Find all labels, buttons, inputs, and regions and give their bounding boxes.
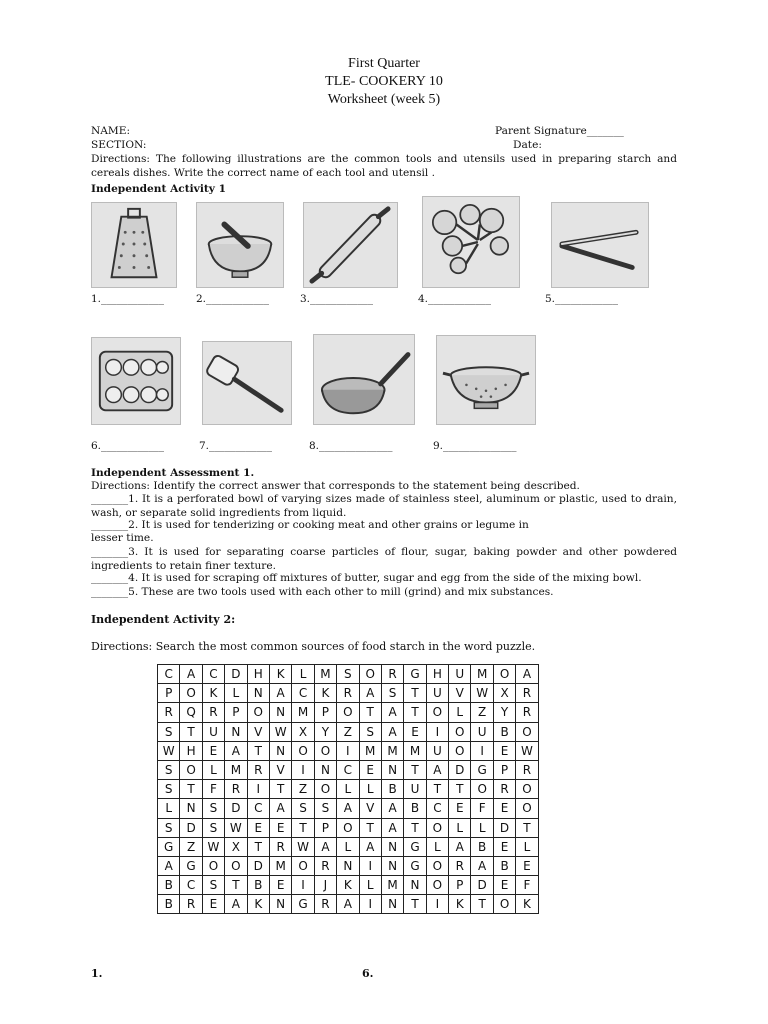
grid-cell[interactable]: D [225,799,247,818]
grid-cell[interactable]: R [180,895,202,914]
grid-cell[interactable]: K [449,895,471,914]
grid-cell[interactable]: O [337,703,359,722]
grid-cell[interactable]: O [225,856,247,875]
grid-cell[interactable]: F [471,799,493,818]
grid-cell[interactable]: O [202,856,224,875]
grid-cell[interactable]: G [404,837,426,856]
grid-cell[interactable]: O [426,856,448,875]
grid-cell[interactable]: S [158,722,180,741]
tongs-icon [551,202,649,288]
grid-cell[interactable]: A [381,818,403,837]
grid-row [158,876,539,895]
grid-cell[interactable]: T [516,818,538,837]
grid-cell[interactable]: O [314,741,336,760]
grid-cell[interactable]: A [337,895,359,914]
grid-cell[interactable]: N [269,895,291,914]
grid-cell[interactable]: R [516,760,538,779]
grid-cell[interactable]: B [381,780,403,799]
grid-cell[interactable]: A [180,665,202,684]
grid-cell[interactable]: W [516,741,538,760]
grid-cell[interactable]: D [493,818,515,837]
grid-cell[interactable]: N [314,760,336,779]
grid-cell[interactable]: M [292,703,314,722]
grid-cell[interactable]: N [381,837,403,856]
grid-cell[interactable]: A [314,837,336,856]
grid-cell[interactable]: O [180,684,202,703]
grid-cell[interactable]: M [269,856,291,875]
grid-cell[interactable]: O [247,703,269,722]
grid-cell[interactable]: T [471,895,493,914]
grid-cell[interactable]: U [471,722,493,741]
assessment-item-2-cont: lesser time. [91,532,154,544]
grid-cell[interactable]: H [426,665,448,684]
grid-cell[interactable]: O [493,665,515,684]
grid-row [158,760,539,779]
grid-row [158,780,539,799]
grid-cell[interactable]: P [158,684,180,703]
grid-cell[interactable]: L [359,780,381,799]
grid-cell[interactable]: R [516,703,538,722]
grid-cell[interactable]: O [426,876,448,895]
grid-cell[interactable]: A [158,856,180,875]
grid-cell[interactable]: C [247,799,269,818]
frying-pan-icon [313,334,415,425]
grid-cell[interactable]: T [404,760,426,779]
grid-cell[interactable]: N [225,722,247,741]
grid-cell[interactable]: O [471,780,493,799]
grid-cell[interactable]: M [359,741,381,760]
grid-cell[interactable]: E [269,818,291,837]
grid-cell[interactable]: P [314,703,336,722]
grid-cell[interactable]: T [359,703,381,722]
grid-cell[interactable]: R [314,856,336,875]
assessment-item-3: _______3. It is used for separating coarse particles of flour, sugar, baking powder and other powdered ingredients to retain finer texture. [91,546,677,572]
grid-cell[interactable]: O [516,780,538,799]
grid-cell[interactable]: D [471,876,493,895]
grid-cell[interactable]: S [158,760,180,779]
muffin-pan-icon [91,337,181,425]
grid-cell[interactable]: I [292,760,314,779]
activity1-title: Independent Activity 1 [91,183,226,195]
grid-cell[interactable]: K [202,684,224,703]
grid-cell[interactable]: A [381,799,403,818]
grid-cell[interactable]: U [404,780,426,799]
grid-cell[interactable]: R [202,703,224,722]
answer-blank-8[interactable]: 8.______________ [309,440,393,452]
grid-cell[interactable]: R [516,684,538,703]
grid-cell[interactable]: W [202,837,224,856]
grid-cell[interactable]: X [292,722,314,741]
grid-cell[interactable]: K [269,665,291,684]
grid-cell[interactable]: K [247,895,269,914]
grid-cell[interactable]: C [292,684,314,703]
grid-cell[interactable]: S [202,818,224,837]
grid-cell[interactable]: O [426,818,448,837]
activity2-directions: Directions: Search the most common sources of food starch in the word puzzle. [91,640,536,653]
grid-cell[interactable]: L [337,837,359,856]
grid-row [158,856,539,875]
mortar-and-pestle-icon [196,202,284,288]
grid-cell[interactable]: O [493,895,515,914]
grid-cell[interactable]: N [269,741,291,760]
grid-cell[interactable]: I [292,876,314,895]
word-search-grid [157,664,539,914]
grid-cell[interactable]: T [404,703,426,722]
grid-cell[interactable]: S [359,722,381,741]
grid-cell[interactable]: N [337,856,359,875]
grid-cell[interactable]: B [493,856,515,875]
grid-cell[interactable]: N [247,684,269,703]
grid-cell[interactable]: N [404,876,426,895]
grid-cell[interactable]: T [359,818,381,837]
grid-cell[interactable]: B [404,799,426,818]
grid-cell[interactable]: W [225,818,247,837]
grid-cell[interactable]: A [359,837,381,856]
grid-cell[interactable]: Z [292,780,314,799]
grid-cell[interactable]: O [314,780,336,799]
grid-cell[interactable]: E [493,837,515,856]
grid-cell[interactable]: V [359,799,381,818]
answer-blank-3[interactable]: 3.____________ [300,293,374,305]
grid-cell[interactable]: T [269,780,291,799]
grid-cell[interactable]: T [449,780,471,799]
grid-cell[interactable]: A [225,895,247,914]
grid-cell[interactable]: X [225,837,247,856]
grid-cell[interactable]: B [158,876,180,895]
grid-cell[interactable]: E [269,876,291,895]
grid-cell[interactable]: R [314,895,336,914]
grid-cell[interactable]: L [449,703,471,722]
grid-cell[interactable]: S [314,799,336,818]
grid-cell[interactable]: V [449,684,471,703]
grid-cell[interactable]: E [493,799,515,818]
grid-cell[interactable]: L [292,665,314,684]
measuring-spoons-icon [422,196,520,288]
answer-label-6: 6. [362,967,374,980]
grid-cell[interactable]: M [471,665,493,684]
grid-cell[interactable]: R [225,780,247,799]
grid-row [158,895,539,914]
grid-cell[interactable]: S [158,818,180,837]
grid-cell[interactable]: S [292,799,314,818]
grid-cell[interactable]: I [247,780,269,799]
grid-cell[interactable]: L [516,837,538,856]
grid-cell[interactable]: D [247,856,269,875]
grid-cell[interactable]: D [449,760,471,779]
grid-cell[interactable]: O [426,703,448,722]
grid-cell[interactable]: E [202,895,224,914]
grid-cell[interactable]: R [269,837,291,856]
grid-cell[interactable]: T [404,818,426,837]
grid-cell[interactable]: Q [180,703,202,722]
answer-blank-1[interactable]: 1.____________ [91,293,165,305]
grid-cell[interactable]: N [381,856,403,875]
worksheet-title: Worksheet (week 5) [327,92,441,107]
grid-cell[interactable]: C [337,760,359,779]
grid-cell[interactable]: E [516,856,538,875]
answer-blank-2[interactable]: 2.____________ [196,293,270,305]
name-label: NAME: [91,125,131,137]
grid-cell[interactable]: A [426,760,448,779]
grid-cell[interactable]: T [247,837,269,856]
grid-cell[interactable]: P [225,703,247,722]
grid-cell[interactable]: S [337,665,359,684]
answer-blank-4[interactable]: 4.____________ [418,293,492,305]
grid-cell[interactable]: E [493,876,515,895]
assessment-item-1: _______1. It is a perforated bowl of varying sizes made of stainless steel, aluminum or plastic, used to drain, wash, or separate solid ingredients from liquid. [91,493,677,519]
grid-cell[interactable]: W [269,722,291,741]
grid-cell[interactable]: A [449,837,471,856]
grid-cell[interactable]: Z [471,703,493,722]
grid-cell[interactable]: L [202,760,224,779]
grid-cell[interactable]: M [381,876,403,895]
grid-cell[interactable]: T [225,876,247,895]
assessment1-title: Independent Assessment 1. [91,467,255,479]
grid-cell[interactable]: E [247,818,269,837]
grid-cell[interactable]: A [269,684,291,703]
grid-cell[interactable]: O [292,856,314,875]
grid-cell[interactable]: G [471,760,493,779]
grid-cell[interactable]: N [381,895,403,914]
grid-cell[interactable]: S [202,876,224,895]
grid-cell[interactable]: E [493,741,515,760]
grid-cell[interactable]: N [381,760,403,779]
grid-cell[interactable]: W [471,684,493,703]
grid-cell[interactable]: I [359,895,381,914]
grid-cell[interactable]: O [516,722,538,741]
grid-cell[interactable]: A [381,703,403,722]
grid-cell[interactable]: Y [493,703,515,722]
grid-cell[interactable]: B [493,722,515,741]
grid-cell[interactable]: T [247,741,269,760]
parent-signature-label: Parent Signature_______ [495,125,624,137]
grid-cell[interactable]: L [225,684,247,703]
grid-cell[interactable]: I [337,741,359,760]
grid-cell[interactable]: V [247,722,269,741]
grid-cell[interactable]: S [381,684,403,703]
grid-row [158,799,539,818]
grid-cell[interactable]: K [337,876,359,895]
grid-cell[interactable]: W [158,741,180,760]
grid-cell[interactable]: Z [337,722,359,741]
grid-cell[interactable]: J [314,876,336,895]
grid-cell[interactable]: C [158,665,180,684]
assessment-item-2: _______2. It is used for tenderizing or cooking meat and other grains or legume in [91,519,529,531]
grid-cell[interactable]: M [381,741,403,760]
grid-cell[interactable]: C [426,799,448,818]
grid-cell[interactable]: S [158,780,180,799]
grid-cell[interactable]: M [225,760,247,779]
grid-cell[interactable]: I [471,741,493,760]
grid-cell[interactable]: G [158,837,180,856]
grid-cell[interactable]: N [269,703,291,722]
grid-cell[interactable]: E [359,760,381,779]
grid-cell[interactable]: O [449,722,471,741]
grid-cell[interactable]: L [426,837,448,856]
grid-cell[interactable]: V [269,760,291,779]
grid-cell[interactable]: O [516,799,538,818]
grid-cell[interactable]: L [449,818,471,837]
worksheet-quarter: First Quarter [348,56,420,71]
grid-row [158,837,539,856]
grid-cell[interactable]: W [292,837,314,856]
grid-cell[interactable]: T [404,895,426,914]
grid-cell[interactable]: K [516,895,538,914]
grid-cell[interactable]: D [180,818,202,837]
spatula-icon [202,341,292,425]
grid-cell[interactable]: I [426,722,448,741]
grid-row [158,818,539,837]
grid-cell[interactable]: B [247,876,269,895]
grid-cell[interactable]: I [426,895,448,914]
directions-activity1: Directions: The following illustrations are the common tools and utensils used in preparing starch and cereals dishes. Write the correct name of each tool and utensil . [91,153,677,179]
grid-cell[interactable]: F [202,780,224,799]
grid-cell[interactable]: B [158,895,180,914]
grid-cell[interactable]: P [493,760,515,779]
grid-row [158,722,539,741]
grid-cell[interactable]: R [449,856,471,875]
grid-cell[interactable]: G [404,856,426,875]
grid-cell[interactable]: G [292,895,314,914]
rolling-pin-icon [303,202,398,288]
grid-cell[interactable]: F [516,876,538,895]
grid-cell[interactable]: L [337,780,359,799]
colander-icon [436,335,536,425]
grid-cell[interactable]: G [180,856,202,875]
grater-icon [91,202,177,288]
grid-cell[interactable]: N [180,799,202,818]
grid-cell[interactable]: E [449,799,471,818]
grid-cell[interactable]: C [202,665,224,684]
grid-cell[interactable]: C [180,876,202,895]
answer-blank-9[interactable]: 9.______________ [433,440,517,452]
worksheet-subject: TLE- COOKERY 10 [325,74,443,89]
activity2-title: Independent Activity 2: [91,613,236,626]
grid-cell[interactable]: R [247,760,269,779]
grid-cell[interactable]: O [449,741,471,760]
answer-label-1: 1. [91,967,103,980]
grid-cell[interactable]: T [180,780,202,799]
grid-cell[interactable]: U [426,741,448,760]
grid-cell[interactable]: A [516,665,538,684]
grid-cell[interactable]: R [381,665,403,684]
grid-cell[interactable]: X [493,684,515,703]
grid-cell[interactable]: O [337,818,359,837]
grid-cell[interactable]: O [180,760,202,779]
grid-cell[interactable]: M [404,741,426,760]
grid-cell[interactable]: L [158,799,180,818]
assessment-item-4: _______4. It is used for scraping off mixtures of butter, sugar and egg from the side of the mixing bowl. [91,572,642,584]
grid-cell[interactable]: L [359,876,381,895]
grid-row [158,741,539,760]
grid-cell[interactable]: A [359,684,381,703]
grid-row [158,665,539,684]
grid-cell[interactable]: S [202,799,224,818]
grid-cell[interactable]: A [337,799,359,818]
grid-cell[interactable]: T [180,722,202,741]
grid-cell[interactable]: L [471,818,493,837]
grid-cell[interactable]: U [202,722,224,741]
grid-cell[interactable]: D [225,665,247,684]
grid-cell[interactable]: A [269,799,291,818]
grid-cell[interactable]: A [381,722,403,741]
grid-cell[interactable]: R [493,780,515,799]
grid-cell[interactable]: B [471,837,493,856]
grid-cell[interactable]: I [359,856,381,875]
date-label: Date: [513,139,542,151]
grid-cell[interactable]: O [292,741,314,760]
grid-cell[interactable]: E [202,741,224,760]
grid-cell[interactable]: Y [314,722,336,741]
grid-cell[interactable]: T [292,818,314,837]
grid-cell[interactable]: H [247,665,269,684]
grid-cell[interactable]: Z [180,837,202,856]
grid-cell[interactable]: A [471,856,493,875]
assessment-item-5: _______5. These are two tools used with each other to mill (grind) and mix substances. [91,586,554,598]
grid-row [158,703,539,722]
grid-cell[interactable]: A [225,741,247,760]
grid-cell[interactable]: K [314,684,336,703]
answer-blank-6[interactable]: 6.____________ [91,440,165,452]
grid-cell[interactable]: R [337,684,359,703]
grid-cell[interactable]: H [180,741,202,760]
grid-cell[interactable]: P [449,876,471,895]
grid-cell[interactable]: O [359,665,381,684]
grid-cell[interactable]: R [158,703,180,722]
grid-cell[interactable]: E [404,722,426,741]
grid-cell[interactable]: M [314,665,336,684]
grid-cell[interactable]: P [314,818,336,837]
grid-cell[interactable]: T [426,780,448,799]
answer-blank-7[interactable]: 7.____________ [199,440,273,452]
section-label: SECTION: [91,139,147,151]
grid-row [158,684,539,703]
assessment1-directions: Directions: Identify the correct answer that corresponds to the statement being described. [91,480,580,492]
grid-cell[interactable]: G [404,665,426,684]
grid-cell[interactable]: U [426,684,448,703]
grid-cell[interactable]: T [404,684,426,703]
grid-cell[interactable]: U [449,665,471,684]
answer-blank-5[interactable]: 5.____________ [545,293,619,305]
